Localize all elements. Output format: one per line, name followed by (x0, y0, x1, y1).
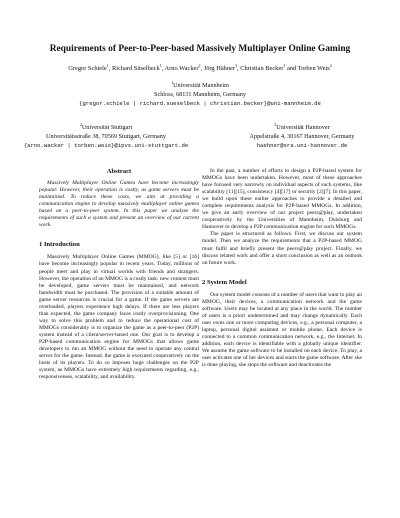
section-heading-system-model: 2 System Model (202, 278, 247, 286)
affiliation-mannheim (0, 81, 400, 108)
author-name: Gregor Schiele (68, 65, 107, 72)
affiliation-email: {arno.wacker | torben.weis}@ipvs.uni-stuttgart.de (23, 142, 189, 150)
affiliation-org: Universität Hannover (276, 124, 330, 131)
author-list: Gregor Schiele$^1$, Richard Süselbeck$^1$, Arno Wacker$^2$, Jörg Hähner$^3$, Christian Becker$^1$ and Torben Weis$^2$ (68, 62, 332, 72)
affiliation-address: Universitätsstraße 38, 70569 Stuttgart, Germany (46, 133, 166, 141)
affiliation-email: {gregor.schiele | richard.sueselbeck | christian.becker}@uni-mannheim.de (79, 100, 321, 108)
author-name: Richard Süselbeck (111, 65, 160, 72)
affiliation-hannover (204, 123, 400, 150)
affiliation-mark: 3 (274, 121, 277, 127)
author-affiliation-mark: 3 (235, 62, 238, 68)
affiliation-mark: 1 (171, 79, 174, 85)
affiliation-address: Appelstraße 4, 30167 Hannover, Germany (249, 133, 355, 141)
affiliation-address: Schloss, 68131 Mannheim, Germany (154, 91, 246, 99)
abstract-heading: Abstract (106, 168, 132, 175)
author-affiliation-mark: 1 (106, 62, 109, 68)
affiliation-org: Universität Stuttgart (81, 124, 133, 131)
section-heading-introduction: 1 Introduction (39, 241, 80, 249)
author-affiliation-mark: 1 (283, 62, 286, 68)
affiliation-email: haehner@sra.uni-hannover.de (256, 142, 348, 150)
abstract-text: Massively Multiplayer Online Games have become increasingly popular. However, their operation is costly, as game servers must be maintained. To reduce these costs, we aim at providing a communication engine to develop massively multiplayer online games based on a peer-to-peer system. In this paper we analyze the requirements of such a system and present an overview of our current work. (39, 180, 199, 229)
author-affiliation-mark: 2 (198, 62, 201, 68)
paragraph: The paper is structured as follows. First, we discuss our system model. Then we analyze the requirements that a P2P-based MMOG must fulfil and briefly present the peers@play project. Finally, we discuss related work and offer a short conclusion as well as an outlook on future work. (202, 231, 362, 266)
affiliation-stuttgart (8, 123, 204, 150)
paragraph: In the past, a number of efforts to design a P2P-based system for MMOGs have been undertaken. However, most of these approaches have focused very narrowly on individual aspects of such systems, like scalability [11][15], consistency [4][17] or security [2][7]. In this paper, we build upon these earlier approaches to provide a detailed and complete requirements analysis for P2P-based MMOGs. In addition, we give an early overview of our project peers@play, undertaken cooperatively by the Universities of Mannheim, Duisburg and Hannover to develop a P2P communication engine for such MMOGs. (202, 168, 362, 231)
paper-title: Requirements of Peer-to-Peer-based Massively Multiplayer Online Gaming (49, 44, 351, 54)
author-name: Christian Becker (240, 65, 284, 72)
paragraph: Our system model consists of a number of users that want to play an MMOG, their devices, a communication network and the game software. Users may be located at any place in the world. The number of users is a priori undetermined and may change dynamically. Each user owns one or more computing devices, e.g., a personal computer, a laptop, personal digital assistant or mobile phone. Each device is connected to a common communication network, e.g., the Internet. In addition, each device is identifiable with a globally unique identifier. We assume the game software to be installed on each device. To play, a user activates one of her devices and starts the game software. After she is done playing, she stops the software and deactivates the (202, 291, 362, 369)
paragraph: Massively Multiplayer Online Games (MMOG), like [5] or [16] have become increasingly popular in recent years. Today, millions of people meet and play in virtual worlds with friends and strangers. However, the operation of an MMOG is a costly task: new content must be developed, game servers must be maintained, and network bandwidth must be purchased. The provision of a suitable amount of game server resources is crucial for a game. If the game servers are overloaded, players experience high delays. If there are less players than expected, the game company faces costly overprovisioning. One way to solve this problem and to reduce the operational cost of MMOGs considerably is to organize the game as a peer-to-peer (P2P) system instead of a client/server-based one. Our goal is to develop a P2P-based communication engine for MMOGs that allows game developers to run an MMOG without the need to operate any central server for the game. Instead, the game is executed cooperatively on the hosts of its players. To do so imposes huge challenges on the P2P system, as MMOGs have extremely high requirements regarding, e.g., responsiveness, scalability, and availability. (39, 254, 199, 381)
author-name: Torben Weis (297, 65, 330, 72)
author-affiliation-mark: 1 (159, 62, 162, 68)
affiliation-mark: 2 (79, 121, 82, 127)
author-name: Arno Wacker (164, 65, 199, 72)
left-column (39, 168, 199, 381)
author-name: Jörg Hähner (203, 65, 236, 72)
author-affiliation-mark: 2 (329, 62, 332, 68)
affiliation-org: Universität Mannheim (173, 82, 229, 89)
right-column (202, 168, 362, 369)
